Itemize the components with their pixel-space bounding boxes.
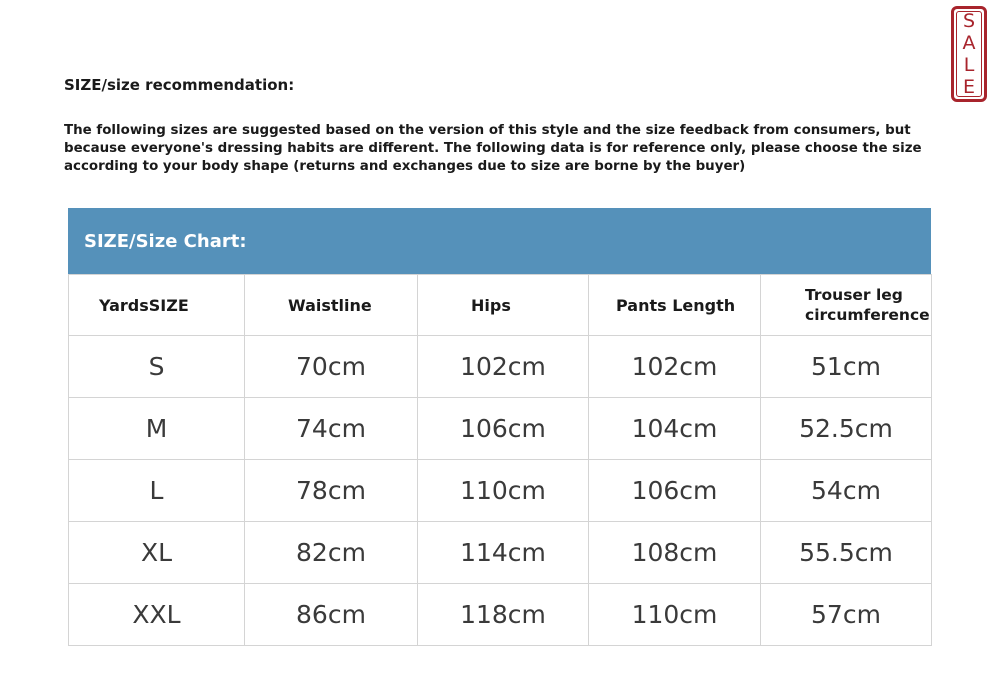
- cell-trouser-leg: 51cm: [761, 336, 932, 398]
- cell-size: XXL: [69, 584, 245, 646]
- column-header-pants-length: Pants Length: [589, 275, 761, 336]
- cell-waistline: 74cm: [245, 398, 418, 460]
- cell-size: S: [69, 336, 245, 398]
- size-table: [68, 274, 932, 646]
- cell-pants-length: 106cm: [589, 460, 761, 522]
- cell-trouser-leg: 52.5cm: [761, 398, 932, 460]
- sale-letter: S: [962, 10, 976, 32]
- column-header-waistline: Waistline: [245, 275, 418, 336]
- size-chart: [68, 208, 931, 646]
- recommendation-text: The following sizes are suggested based on the version of this style and the size feedback from consumers, but because everyone's dressing habits are different. The following data is for reference only, please choose the size according to your body shape (returns and exchanges due to size are borne by the buyer): [64, 123, 922, 174]
- cell-pants-length: 108cm: [589, 522, 761, 584]
- sale-letter: E: [962, 76, 975, 98]
- cell-hips: 102cm: [418, 336, 589, 398]
- column-header-trouser-leg: Trouser leg circumference: [761, 275, 932, 336]
- cell-waistline: 86cm: [245, 584, 418, 646]
- table-row: [69, 336, 932, 398]
- cell-hips: 118cm: [418, 584, 589, 646]
- cell-hips: 110cm: [418, 460, 589, 522]
- cell-size: XL: [69, 522, 245, 584]
- column-header-size: YardsSIZE: [69, 275, 245, 336]
- table-row: [69, 460, 932, 522]
- cell-waistline: 82cm: [245, 522, 418, 584]
- sale-badge: [951, 6, 987, 102]
- cell-hips: 106cm: [418, 398, 589, 460]
- sale-letter: A: [962, 32, 976, 54]
- table-header-row: [69, 275, 932, 336]
- column-header-hips: Hips: [418, 275, 589, 336]
- cell-trouser-leg: 55.5cm: [761, 522, 932, 584]
- recommendation-title: SIZE/size recommendation:: [64, 76, 295, 94]
- sale-letter: L: [963, 54, 975, 76]
- cell-hips: 114cm: [418, 522, 589, 584]
- table-row: [69, 522, 932, 584]
- cell-pants-length: 102cm: [589, 336, 761, 398]
- table-row: [69, 398, 932, 460]
- cell-pants-length: 104cm: [589, 398, 761, 460]
- table-row: [69, 584, 932, 646]
- cell-waistline: 70cm: [245, 336, 418, 398]
- cell-size: L: [69, 460, 245, 522]
- cell-trouser-leg: 54cm: [761, 460, 932, 522]
- cell-trouser-leg: 57cm: [761, 584, 932, 646]
- cell-pants-length: 110cm: [589, 584, 761, 646]
- cell-waistline: 78cm: [245, 460, 418, 522]
- size-chart-header: SIZE/Size Chart:: [68, 208, 931, 274]
- cell-size: M: [69, 398, 245, 460]
